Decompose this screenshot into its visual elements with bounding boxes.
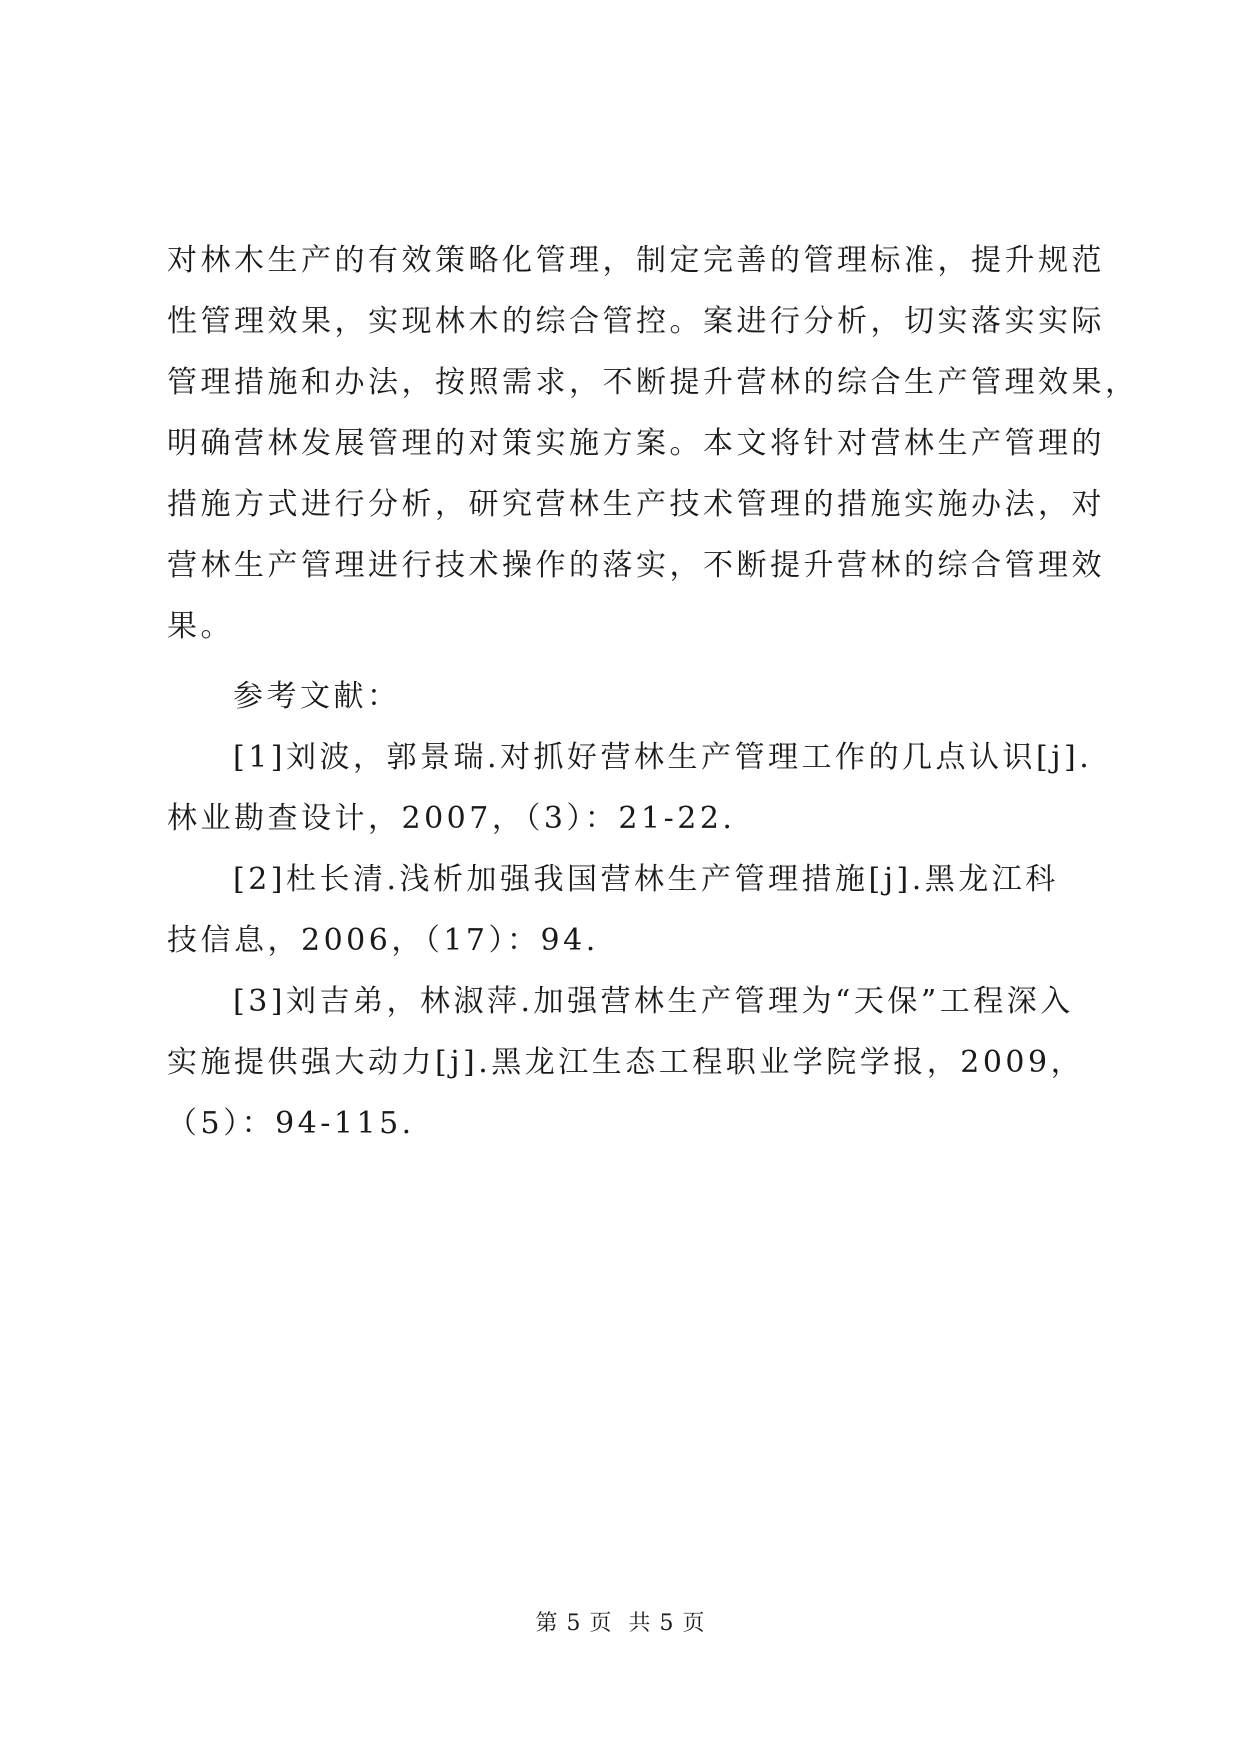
- body-line: 营林生产管理进行技术操作的落实，不断提升营林的综合管理效: [167, 548, 1105, 583]
- reference-item-3: [167, 971, 1085, 1154]
- reference-line: 林业勘查设计，2007，（3）：21-22.: [167, 801, 736, 836]
- reference-item-2: [167, 849, 1085, 971]
- reference-line: [3]刘吉弟，林淑萍.加强营林生产管理为“天保”工程深入: [233, 984, 1074, 1019]
- reference-item-1: [167, 727, 1093, 849]
- body-line: 性管理效果，实现林木的综合管控。案进行分析，切实落实实际: [167, 304, 1105, 339]
- body-line: 果。: [167, 609, 234, 644]
- page-number-label: 第 5 页 共 5 页: [535, 1611, 706, 1636]
- reference-line: 技信息，2006，（17）：94.: [167, 923, 599, 958]
- references-heading: 参考文献：: [233, 679, 401, 714]
- reference-line: [1]刘波，郭景瑞.对抓好营林生产管理工作的几点认识[j].: [233, 740, 1093, 775]
- reference-line: [2]杜长清.浅析加强我国营林生产管理措施[j].黑龙江科: [233, 862, 1059, 897]
- body-line: 对林木生产的有效策略化管理，制定完善的管理标准，提升规范: [167, 243, 1105, 278]
- reference-line: （5）：94-115.: [167, 1106, 415, 1141]
- body-line: 明确营林发展管理的对策实施方案。本文将针对营林生产管理的: [167, 426, 1105, 461]
- body-line: 管理措施和办法，按照需求，不断提升营林的综合生产管理效果，: [167, 365, 1139, 400]
- body-paragraph: [167, 230, 1139, 657]
- reference-line: 实施提供强大动力[j].黑龙江生态工程职业学院学报，2009，: [167, 1045, 1085, 1080]
- page-footer: [0, 1606, 1241, 1637]
- references-section: [167, 666, 1093, 1154]
- body-line: 措施方式进行分析，研究营林生产技术管理的措施实施办法，对: [167, 487, 1105, 522]
